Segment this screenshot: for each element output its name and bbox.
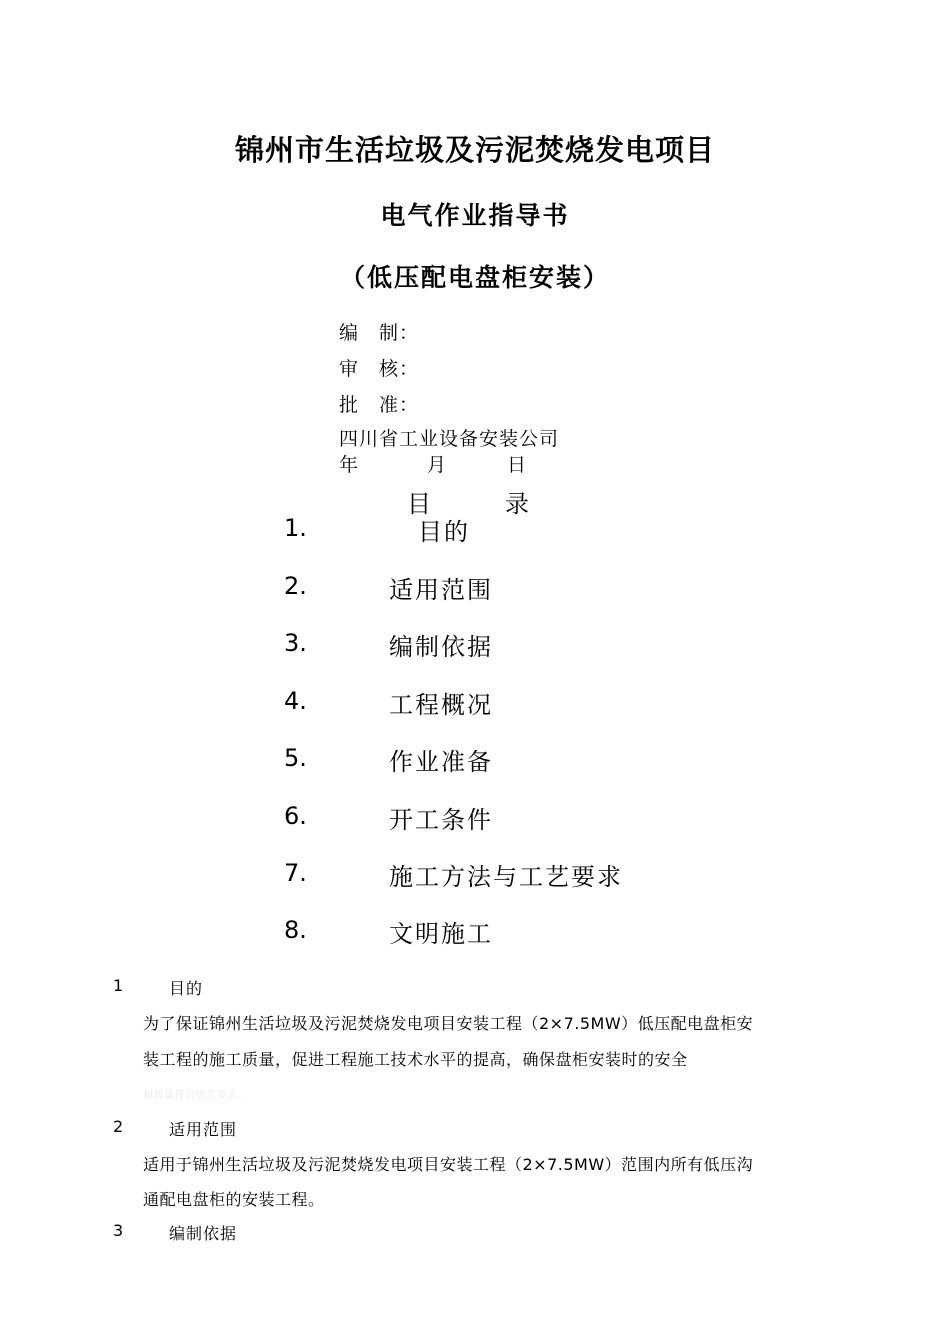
document-topic: （低压配电盘柜安装）	[339, 263, 610, 292]
section-title: 目的	[169, 979, 204, 998]
paragraph-line: 适用于锦州生活垃圾及污泥焚烧发电项目安装工程（2×7.5MW）范围内所有低压沟	[143, 1155, 754, 1174]
signoff-compiled	[339, 318, 419, 345]
paragraph-line: 为了保证锦州生活垃圾及污泥焚烧发电项目安装工程（2×7.5MW）低压配电盘柜安	[143, 1014, 754, 1033]
toc-item-label: 开工条件	[389, 806, 493, 834]
toc-item-label: 编制依据	[389, 633, 493, 661]
document-subtitle: 电气作业指导书	[380, 201, 570, 230]
section-number: 3	[113, 1221, 124, 1240]
section-number: 1	[113, 976, 124, 995]
document-title: 锦州市生活垃圾及污泥焚烧发电项目	[234, 133, 715, 167]
signoff-label: 审 核：	[339, 358, 420, 380]
toc-heading-right: 录	[505, 490, 529, 518]
toc-item-number: 6.	[284, 802, 307, 830]
section-title: 编制依据	[169, 1224, 238, 1243]
date-year: 年	[339, 454, 359, 476]
toc-item-number: 8.	[284, 916, 307, 944]
toc-item-label: 文明施工	[389, 920, 493, 948]
toc-item-label: 目的	[418, 518, 470, 546]
toc-item-label: 工程概况	[389, 691, 493, 719]
toc-item-label: 施工方法与工艺要求	[389, 863, 623, 891]
signoff-approved	[339, 390, 419, 417]
paragraph-line-faded: 和质量符合规范要求。	[143, 1090, 248, 1101]
paragraph-line: 通配电盘柜的安装工程。	[143, 1190, 325, 1209]
company-name: 四川省工业设备安装公司	[339, 428, 560, 450]
toc-item-number: 4.	[284, 687, 307, 715]
toc-item-label: 适用范围	[389, 576, 493, 604]
toc-item-number: 5.	[284, 744, 307, 772]
section-number: 2	[113, 1117, 124, 1136]
toc-item-number: 3.	[284, 629, 307, 657]
signoff-label: 批 准：	[339, 394, 420, 416]
toc-item-number: 1.	[284, 514, 307, 542]
signoff-reviewed	[339, 354, 419, 381]
signoff-label: 编 制：	[339, 322, 420, 344]
date-day: 日	[507, 454, 527, 476]
toc-heading-left: 目	[407, 490, 431, 518]
toc-item-label: 作业准备	[389, 748, 493, 776]
date-month: 月	[427, 454, 447, 476]
toc-item-number: 7.	[284, 859, 307, 887]
section-title: 适用范围	[169, 1120, 238, 1139]
toc-item-number: 2.	[284, 572, 307, 600]
paragraph-line: 装工程的施工质量，促进工程施工技术水平的提高，确保盘柜安装时的安全	[143, 1050, 688, 1069]
